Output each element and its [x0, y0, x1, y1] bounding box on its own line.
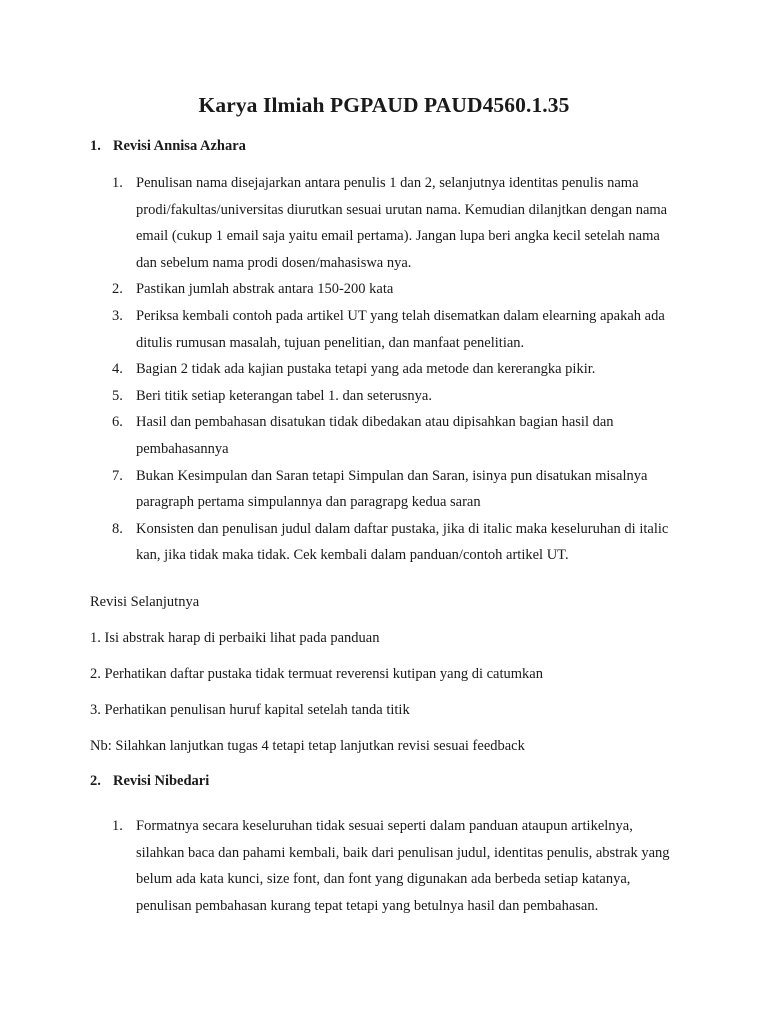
- revisi-line-2: 2. Perhatikan daftar pustaka tidak termuat reverensi kutipan yang di catumkan: [90, 666, 543, 682]
- list-item-text: Formatnya secara keseluruhan tidak sesuai seperti dalam panduan ataupun artikelnya, silahkan baca dan pahami kembali, baik dari penulisan judul, identitas penulis, abstrak yang belum ada kata kunci, size font, dan font yang digunakan ada berbeda setiap katanya, penulisan pembahasan kurang tepat tetapi yang betulnya hasil dan pembahasan.: [136, 818, 670, 914]
- list-item: [112, 516, 682, 569]
- revisi-line-3: 3. Perhatikan penulisan huruf kapital setelah tanda titik: [90, 702, 410, 718]
- section-heading-1: [90, 138, 246, 155]
- list-item-text: Hasil dan pembahasan disatukan tidak dibedakan atau dipisahkan bagian hasil dan pembahasannya: [136, 414, 614, 457]
- list-item: [112, 170, 682, 276]
- list-item-text: Bagian 2 tidak ada kajian pustaka tetapi yang ada metode dan kererangka pikir.: [136, 361, 596, 378]
- revision-list-2: [112, 813, 682, 919]
- list-item-text: Konsisten dan penulisan judul dalam daftar pustaka, jika di italic maka keseluruhan di italic kan, jika tidak maka tidak. Cek kembali dalam panduan/contoh artikel UT.: [136, 520, 669, 564]
- section-title: Revisi Annisa Azhara: [113, 138, 246, 154]
- revision-list-1: [112, 170, 682, 569]
- list-item: [112, 356, 682, 383]
- list-item-text: Beri titik setiap keterangan tabel 1. dan seterusnya.: [136, 387, 432, 404]
- list-item: [112, 463, 682, 516]
- revisi-line-1: 1. Isi abstrak harap di perbaiki lihat pada panduan: [90, 630, 380, 646]
- list-item-number: 6.: [112, 414, 123, 431]
- list-item: [112, 813, 682, 919]
- list-item: [112, 276, 682, 303]
- list-item-number: 5.: [112, 387, 123, 404]
- list-item: [112, 409, 682, 462]
- revisi-note: Nb: Silahkan lanjutkan tugas 4 tetapi tetap lanjutkan revisi sesuai feedback: [90, 738, 525, 754]
- list-item: [112, 303, 682, 356]
- section-number: 2.: [90, 773, 101, 789]
- list-item-number: 3.: [112, 307, 123, 324]
- list-item-text: Periksa kembali contoh pada artikel UT yang telah disematkan dalam elearning apakah ada ditulis rumusan masalah, tujuan penelitian, dan manfaat penelitian.: [136, 307, 665, 351]
- list-item-number: 7.: [112, 467, 123, 484]
- list-item: [112, 383, 682, 410]
- section-heading-2: [90, 773, 209, 790]
- section-number: 1.: [90, 138, 101, 154]
- list-item-text: Penulisan nama disejajarkan antara penulis 1 dan 2, selanjutnya identitas penulis nama prodi/fakultas/universitas diurutkan sesuai urutan nama. Kemudian dilanjtkan dengan nama email (cukup 1 email saja yaitu email pertama). Jangan lupa beri angka kecil setelah nama dan sebelum nama prodi dosen/mahasiswa nya.: [136, 175, 668, 271]
- revisi-selanjutnya-heading: Revisi Selanjutnya: [90, 594, 200, 610]
- list-item-number: 2.: [112, 281, 123, 298]
- list-item-number: 1.: [112, 175, 123, 191]
- list-item-number: 8.: [112, 520, 123, 537]
- section-title: Revisi Nibedari: [113, 773, 210, 789]
- document-title: Karya Ilmiah PGPAUD PAUD4560.1.35: [198, 93, 570, 117]
- list-item-number: 1.: [112, 818, 123, 834]
- list-item-text: Bukan Kesimpulan dan Saran tetapi Simpulan dan Saran, isinya pun disatukan misalnya paragraph pertama simpulannya dan paragrapg kedua saran: [136, 467, 648, 511]
- list-item-number: 4.: [112, 361, 123, 378]
- list-item-text: Pastikan jumlah abstrak antara 150-200 kata: [136, 281, 394, 298]
